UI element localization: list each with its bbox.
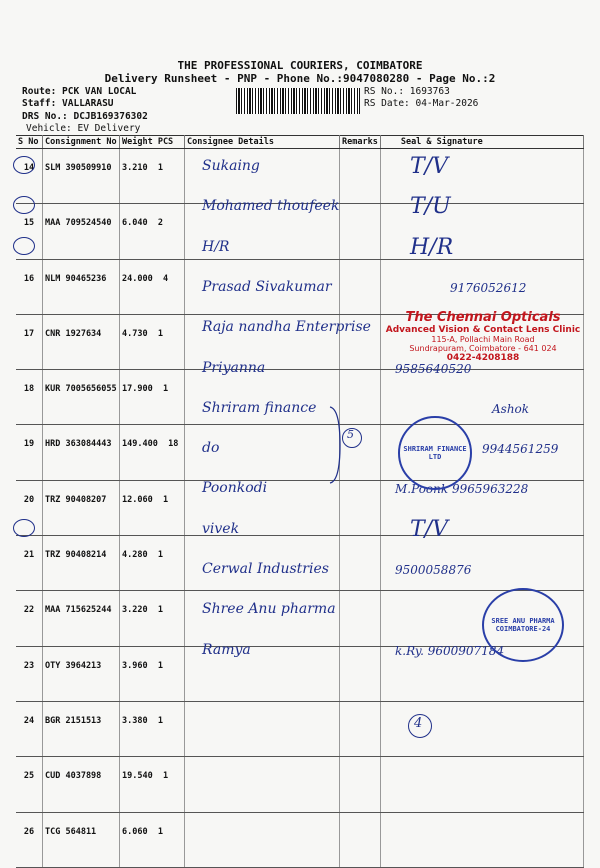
handwritten-signature: T/V bbox=[410, 516, 448, 542]
row-weight: 4.280 1 bbox=[120, 536, 185, 591]
row-consignment: TCG 564811 bbox=[43, 812, 120, 867]
row-sno: 20 bbox=[16, 480, 43, 535]
handwritten-consignee: H/R bbox=[202, 238, 230, 255]
rs-date: RS Date: 04-Mar-2026 bbox=[364, 98, 479, 109]
row-remarks bbox=[340, 149, 381, 204]
row-consignment: CNR 1927634 bbox=[43, 314, 120, 369]
handwritten-signature: H/R bbox=[410, 234, 454, 260]
row-sno: 21 bbox=[16, 536, 43, 591]
barcode bbox=[236, 88, 360, 114]
rs-number: RS No.: 1693763 bbox=[364, 86, 450, 97]
row-weight: 3.210 1 bbox=[120, 149, 185, 204]
handwritten-signature: M.Poonk 9965963228 bbox=[395, 482, 529, 497]
table-row bbox=[16, 701, 584, 756]
row-weight: 3.380 1 bbox=[120, 701, 185, 756]
row-signature-cell bbox=[380, 370, 583, 425]
row-sno: 15 bbox=[16, 204, 43, 259]
drs-number: DRS No.: DCJB169376302 bbox=[22, 111, 148, 122]
handwritten-signature: 9944561259 bbox=[482, 442, 559, 457]
row-remarks bbox=[340, 204, 381, 259]
handwritten-consignee: Raja nandha Enterprise bbox=[202, 319, 371, 336]
row-sno: 16 bbox=[16, 259, 43, 314]
row-remarks bbox=[340, 646, 381, 701]
bracket-mark: 5 bbox=[347, 428, 354, 441]
table-row bbox=[16, 370, 584, 425]
runsheet-title: Delivery Runsheet - PNP - Phone No.:9047080280 - Page No.:2 bbox=[104, 72, 496, 85]
handwritten-signature: 9585640520 bbox=[395, 361, 472, 376]
chennai-opticals-stamp: The Chennai Opticals Advanced Vision & Contact Lens Clinic 115-A, Pollachi Main Road Sundrapuram, Coimbatore - 641 024 0422-4208188 bbox=[385, 310, 581, 363]
handwritten-signature: k.Ry. 9600907184 bbox=[395, 643, 505, 658]
row-remarks bbox=[340, 536, 381, 591]
row-weight: 3.220 1 bbox=[120, 591, 185, 646]
handwritten-consignee: Cerwal Industries bbox=[202, 561, 329, 577]
row-remarks bbox=[340, 591, 381, 646]
handwritten-consignee: Mohamed thoufeek bbox=[202, 198, 340, 215]
row-weight: 149.400 18 bbox=[120, 425, 185, 480]
handwritten-consignee: do bbox=[202, 440, 220, 457]
row-remarks bbox=[340, 480, 381, 535]
shriram-finance-seal: SHRIRAM FINANCE LTD bbox=[398, 416, 472, 490]
sno-circle bbox=[13, 156, 35, 174]
row-consignment: BGR 2151513 bbox=[43, 701, 120, 756]
route: Route: PCK VAN LOCAL bbox=[22, 86, 137, 97]
row-remarks bbox=[340, 701, 381, 756]
row-sno: 17 bbox=[16, 314, 43, 369]
sno-circle bbox=[13, 519, 35, 537]
row-sno: 18 bbox=[16, 370, 43, 425]
row-signature-cell bbox=[380, 812, 583, 867]
row-consignment: TRZ 90408214 bbox=[43, 536, 120, 591]
handwritten-signature: T/V bbox=[410, 154, 448, 179]
row-weight: 4.730 1 bbox=[120, 314, 185, 369]
row-remarks bbox=[340, 259, 381, 314]
row-consignee-cell bbox=[185, 149, 340, 204]
bracket-icon bbox=[328, 405, 344, 485]
row-consignee-cell bbox=[185, 812, 340, 867]
table-row bbox=[16, 812, 584, 867]
row-consignment: MAA 709524540 bbox=[43, 204, 120, 259]
col-remarks: Remarks bbox=[340, 136, 381, 149]
handwritten-consignee: Priyanna bbox=[202, 359, 266, 376]
row-consignment: KUR 7005656055 bbox=[43, 370, 120, 425]
handwritten-consignee: Shree Anu pharma bbox=[202, 601, 336, 618]
table-header bbox=[16, 136, 584, 149]
row-consignee-cell bbox=[185, 591, 340, 646]
row-sno: 24 bbox=[16, 701, 43, 756]
row-consignment: SLM 390509910 bbox=[43, 149, 120, 204]
handwritten-signature: 9500058876 bbox=[395, 563, 472, 577]
runsheet-table bbox=[16, 135, 584, 868]
handwritten-signature: Ashok bbox=[492, 401, 530, 416]
page-mark: 4 bbox=[414, 716, 423, 731]
table-row bbox=[16, 149, 584, 204]
col-weight: Weight PCS bbox=[120, 136, 185, 149]
row-consignment: TRZ 90408207 bbox=[43, 480, 120, 535]
sree-anu-pharma-seal: SREE ANU PHARMA COIMBATORE-24 bbox=[482, 588, 564, 662]
handwritten-consignee: Shriram finance bbox=[202, 399, 317, 416]
sno-circle bbox=[13, 237, 35, 255]
row-consignment: CUD 4037898 bbox=[43, 757, 120, 812]
row-consignment: MAA 715625244 bbox=[43, 591, 120, 646]
row-weight: 19.540 1 bbox=[120, 757, 185, 812]
row-sno: 26 bbox=[16, 812, 43, 867]
row-consignment: HRD 363084443 bbox=[43, 425, 120, 480]
row-sno: 22 bbox=[16, 591, 43, 646]
row-weight: 6.060 1 bbox=[120, 812, 185, 867]
row-consignment: NLM 90465236 bbox=[43, 259, 120, 314]
table-row bbox=[16, 757, 584, 812]
row-weight: 6.040 2 bbox=[120, 204, 185, 259]
handwritten-consignee: Poonkodi bbox=[202, 480, 268, 497]
col-signature: Seal & Signature bbox=[380, 136, 583, 149]
company-title: THE PROFESSIONAL COURIERS, COIMBATORE bbox=[177, 59, 423, 72]
row-consignee-cell bbox=[185, 757, 340, 812]
row-consignee-cell bbox=[185, 701, 340, 756]
row-remarks bbox=[340, 370, 381, 425]
handwritten-consignee: Ramya bbox=[202, 641, 251, 658]
row-sno: 25 bbox=[16, 757, 43, 812]
col-sno: S No bbox=[16, 136, 43, 149]
row-weight: 17.900 1 bbox=[120, 370, 185, 425]
vehicle: Vehicle: EV Delivery bbox=[26, 123, 141, 134]
handwritten-consignee: Prasad Sivakumar bbox=[202, 278, 332, 295]
col-consignee: Consignee Details bbox=[185, 136, 340, 149]
row-consignee-cell bbox=[185, 370, 340, 425]
row-sno: 23 bbox=[16, 646, 43, 701]
row-consignment: OTY 3964213 bbox=[43, 646, 120, 701]
row-remarks bbox=[340, 812, 381, 867]
col-consignment: Consignment No bbox=[43, 136, 120, 149]
row-weight: 3.960 1 bbox=[120, 646, 185, 701]
staff: Staff: VALLARASU bbox=[22, 98, 114, 109]
row-remarks bbox=[340, 757, 381, 812]
row-signature-cell bbox=[380, 757, 583, 812]
row-weight: 24.000 4 bbox=[120, 259, 185, 314]
handwritten-signature: T/U bbox=[410, 194, 451, 220]
row-sno: 14 bbox=[16, 149, 43, 204]
row-weight: 12.060 1 bbox=[120, 480, 185, 535]
handwritten-signature: 9176052612 bbox=[450, 280, 527, 295]
handwritten-consignee: vivek bbox=[202, 520, 240, 537]
row-sno: 19 bbox=[16, 425, 43, 480]
handwritten-consignee: Sukaing bbox=[202, 158, 260, 174]
